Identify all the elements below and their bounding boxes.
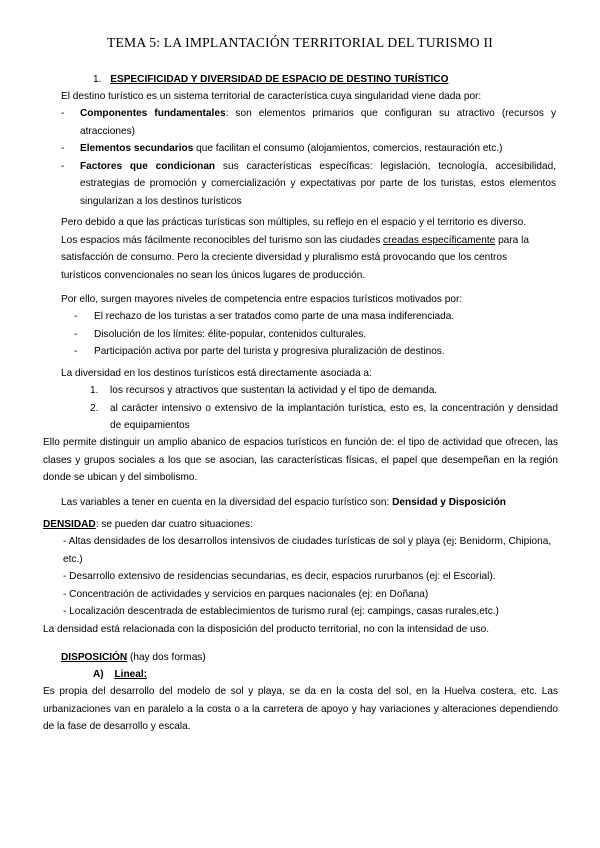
section-number: 1. — [93, 74, 102, 85]
item-text: sus características específicas: legislación, tecnología, accesibilidad, estrategias de promoción y comercialización y expectativas por parte de los turistas, estos elementos singularizan a los destinos turísticos — [80, 160, 556, 207]
list-item: - Concentración de actividades y servicios en parques nacionales (ej: en Doñana) — [63, 588, 429, 600]
item-text: que facilitan el consumo (alojamientos, comercios, restauración etc.) — [193, 143, 503, 154]
association-paragraph: La diversidad en los destinos turísticos está directamente asociada a: — [61, 368, 372, 379]
lineal-subheading: A) Lineal: — [93, 669, 147, 680]
list-item: - Desarrollo extensivo de residencias secundarias, es decir, espacios rururbanos (ej: el Escorial). — [63, 571, 496, 582]
motives-list — [74, 308, 554, 361]
item-term: Componentes fundamentales — [80, 108, 226, 119]
density-label: DENSIDAD — [43, 519, 96, 530]
lineal-paragraph: Es propia del desarrollo del modelo de sol y playa, se da en la costa del sol, en la Huelva costera, etc. Las urbanizaciones van en paralelo a la costa o a la carretera de apoyo y hay variaciones y alteraciones dependiendo de la fase de desarrollo y escala. — [43, 686, 558, 732]
density-list — [43, 533, 558, 638]
variables-bold: Densidad y Disposición — [392, 497, 506, 508]
disposition-label: DISPOSICIÓN — [61, 652, 128, 663]
list-item: - El rechazo de los turistas a ser tratados como parte de una masa indiferenciada. — [74, 311, 455, 322]
list-item: - Altas densidades de los desarrollos intensivos de ciudades turísticas de sol y playa (ej: Benidorm, Chipiona, etc.) — [63, 536, 552, 565]
underlined-phrase: creadas específicamente — [383, 234, 496, 246]
list-item: - Elementos secundarios que facilitan el consumo (alojamientos, comercios, restauración etc.) — [61, 143, 503, 154]
list-item: - Localización descentrada de establecimientos de turismo rural (ej: campings, casas rurales,etc.) — [63, 606, 499, 617]
item-term: Factores que condicionan — [80, 160, 216, 172]
intro-paragraph: El destino turístico es un sistema territorial de característica cuya singularidad viene dada por: — [61, 91, 482, 102]
density-closing: La densidad está relacionada con la disposición del producto territorial, no con la intensidad de uso. — [43, 623, 490, 635]
spaces-paragraph: Ello permite distinguir un amplio abanico de espacios turísticos en función de: el tipo de actividad que ofrecen, las clases y grupos sociales a los que se asocian, las características físicas, el papel que desempeñan en la región donde se ubican y del simbolismo. — [43, 437, 558, 483]
list-item: - Factores que condicionan sus características específicas: legislación, tecnología, accesibilidad, estrategias de promoción y comercialización y expectativas por parte de los turistas, estos elementos singularizan a los destinos turísticos — [61, 160, 556, 207]
item-text: : son elementos primarios que configuran su atractivo (recursos y atracciones) — [80, 108, 556, 137]
section-heading — [93, 71, 448, 89]
list-item: 2. al carácter intensivo o extensivo de la implantación turística, esto es, la concentración y densidad de equipamientos — [90, 402, 558, 431]
density-heading: DENSIDAD: se pueden dar cuatro situaciones: — [43, 519, 253, 530]
competition-paragraph: Por ello, surgen mayores niveles de competencia entre espacios turísticos motivados por: — [61, 294, 463, 305]
section-title: ESPECIFICIDAD Y DIVERSIDAD DE ESPACIO DE DESTINO TURÍSTICO — [110, 74, 449, 85]
lineal-label: Lineal: — [114, 669, 147, 680]
page-title: TEMA 5: LA IMPLANTACIÓN TERRITORIAL DEL TURISMO II — [107, 35, 493, 50]
associations-list — [90, 382, 558, 435]
list-item: - Participación activa por parte del turista y progresiva pluralización de destinos. — [74, 346, 445, 357]
item-term: Elementos secundarios — [80, 143, 194, 154]
list-item: - Componentes fundamentales: son elementos primarios que configuran su atractivo (recursos y atracciones) — [61, 108, 556, 137]
disposition-heading: DISPOSICIÓN (hay dos formas) — [61, 652, 206, 663]
list-item: 1. los recursos y atractivos que sustentan la actividad y el tipo de demanda. — [90, 385, 438, 396]
list-item: - Disolución de los límites: élite-popular, contenidos culturales. — [74, 328, 367, 340]
diversity-paragraph: Pero debido a que las prácticas turísticas son múltiples, su reflejo en el espacio y el territorio es diverso. Los espacios más fácilmente reconocibles del turismo son las ciudades creadas específicamente para la satisfacción de consumo. Pero la creciente diversidad y pluralismo está provocando que los centros turísticos convencionales no sean los únicos lugares de producción. — [61, 217, 529, 281]
variables-line: Las variables a tener en cuenta en la diversidad del espacio turístico son: Densidad y Disposición — [61, 497, 506, 508]
characteristics-list — [61, 105, 556, 210]
